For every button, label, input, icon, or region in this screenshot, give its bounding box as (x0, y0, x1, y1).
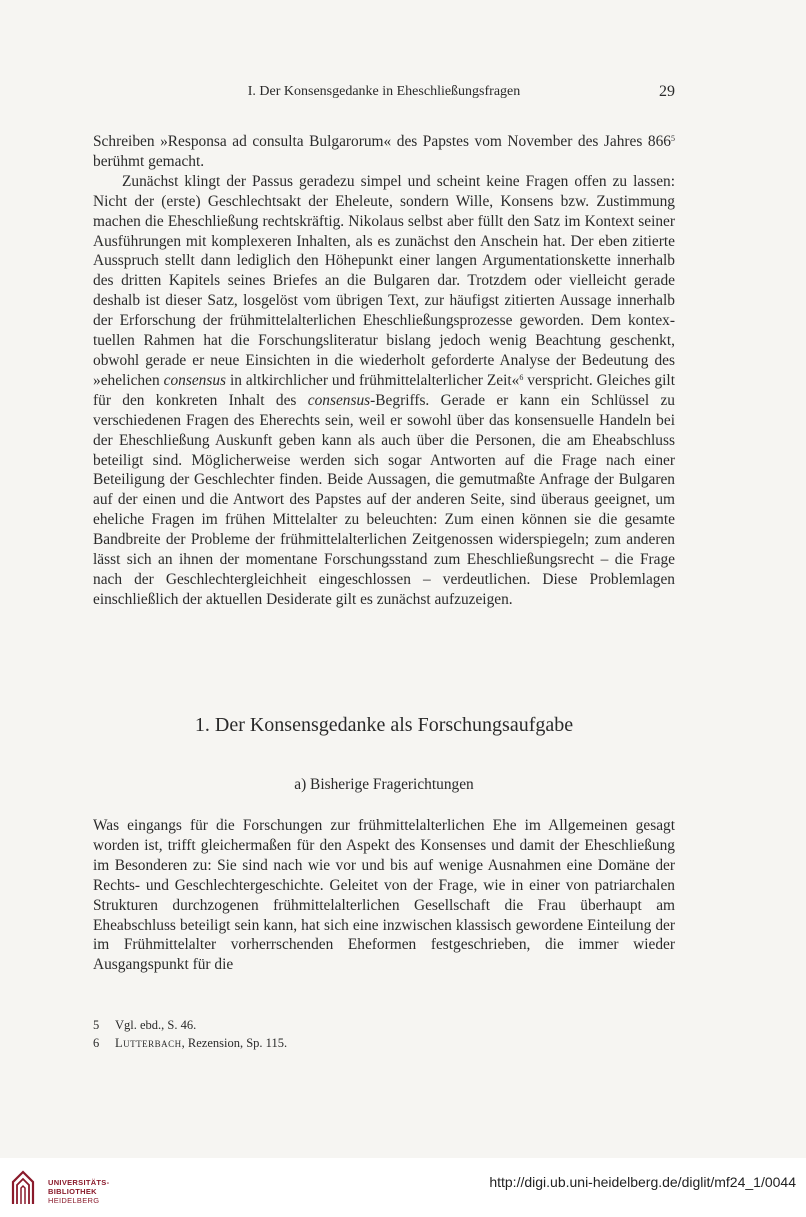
library-logo-text (48, 1178, 109, 1205)
text-run: Schreiben »Responsa ad consulta Bulgarorum« des Papstes vom November des Jahres 866 (93, 133, 671, 150)
italic-term: consensus (307, 391, 371, 409)
italic-term: consensus (163, 371, 227, 389)
footnote-text: , Rezension, Sp. 115. (181, 1036, 288, 1050)
logo-line-2: BIBLIOTHEK (48, 1187, 97, 1196)
running-head-title: I. Der Konsensgedanke in Eheschließungsfragen (247, 84, 521, 99)
subsection-heading: a) Bisherige Fragerichtungen (294, 776, 474, 793)
footnote-ref-5[interactable]: 5 (671, 134, 675, 143)
text-run: -Begriffs. Gerade er kann ein Schlüssel zu verschiedenen Fragen des Eherechts sein, weil er sowohl über das konsensuelle Handeln bei der Eheschließung Auskunft geben kann als auch über die Personen, die am Eheabschluss beteiligt sind. Möglicherweise werden sich sogar Antworten auf die Frage nach einer Beteiligung der Geschlechter finden. Beide Aussagen, die gemutmaßte Anfrage der Bulgaren auf der einen und die Antwort des Papstes auf der anderen Seite, sind überaus geeignet, um eheliche Fragen im frühen Mittelalter zu beleuchten: Zum einen können sie die gesamte Bandbreite der Probleme der frühmittelalterlichen Zeitgenossen widerspiegeln; zum anderen lässt sich an ihnen der momentane Forschungsstand zum Eheschließungsrecht – die Frage nach der Geschlechtergleichheit eingeschlossen – verdeutlichen. Diese Problemlagen einschließlich der aktuellen Desiderate gilt es zunächst aufzuzeigen. (93, 391, 675, 608)
body-text-upper (93, 132, 675, 610)
footnote-number: 5 (93, 1018, 100, 1032)
footnote-5 (93, 1016, 675, 1034)
logo-line-3: HEIDELBERG (48, 1196, 100, 1205)
paragraph-section-intro: Was eingangs für die Forschungen zur frühmittelalterlichen Ehe im Allgemeinen gesagt worden ist, trifft gleichermaßen für den Aspekt des Konsenses und damit der Eheschließung im Besonderen zu: Sie sind nach wie vor und bis auf wenige Ausnahmen eine Domäne der Rechts- und Geschlechtergeschichte. Geleitet von der Frage, wie in einer von patriarchalen Strukturen durchzogenen frühmittelalterlichen Gesellschaft die Frau überhaupt am Eheabschluss beteiligt sein kann, hat sich eine inzwischen klassisch gewordene Einteilung der im Frühmittelalter vorherrschenden Eheformen festgeschrieben, die immer wieder Ausgangspunkt für die (93, 817, 675, 974)
footnote-author: Lutterbach (115, 1036, 182, 1050)
page-number: 29 (659, 83, 675, 100)
paragraph-continued (93, 132, 675, 172)
viewer-footer (0, 1158, 806, 1217)
library-logo[interactable] (10, 1166, 120, 1208)
text-run: Zunächst klingt der Passus geradezu simpel und scheint keine Fragen offen zu lassen: Nicht der (erste) Geschlechtsakt der Eheleute, sondern Wille, Konsens bzw. Zustimmung machen die Eheschließung rechtskräftig. Nikolaus selbst aber füllt den Satz im Kontext seiner Ausführungen mit komplexeren Inhalten, als es zunächst den Anschein hat. Der eben zitierte Ausspruch stellt dann lediglich den Höhepunkt einer langen Argumentationskette innerhalb des dritten Kapitels seines Briefes an die Bulgaren dar. Trotzdem oder vielleicht gerade deshalb ist dieser Satz, losgelöst vom übrigen Text, zur häufigst zitierten Aussage innerhalb der Erforschung der frühmittelalterlichen Eheschließungsprozesse geworden. Dem kontextuellen Rahmen hat die Forschungsliteratur bislang jedoch wenig Beachtung geschenkt, obwohl gerade er neue Einsichten in die wiederholt geforderte Analyse der Bedeutung des »ehelichen (93, 172, 675, 389)
permalink-url[interactable]: http://digi.ub.uni-heidelberg.de/diglit/mf24_1/0044 (489, 1174, 796, 1190)
library-emblem-icon (10, 1168, 36, 1206)
footnotes (93, 1016, 675, 1052)
running-head (93, 84, 675, 104)
text-run: verspricht. Gleiches gilt für den konkreten Inhalt des (93, 371, 675, 409)
footnote-ref-6[interactable]: 6 (519, 372, 524, 382)
body-text-lower (93, 816, 675, 975)
text-run: in altkirchlicher und frühmittelalterlicher Zeit« (226, 371, 520, 389)
paragraph-main (93, 172, 675, 610)
logo-line-1: UNIVERSITÄTS- (48, 1178, 110, 1187)
text-run: berühmt gemacht. (93, 152, 205, 170)
footnote-number: 6 (93, 1036, 100, 1050)
footnote-6 (93, 1034, 675, 1052)
footnote-text: Vgl. ebd., S. 46. (115, 1018, 197, 1032)
section-heading: 1. Der Konsensgedanke als Forschungsaufgabe (194, 714, 574, 736)
